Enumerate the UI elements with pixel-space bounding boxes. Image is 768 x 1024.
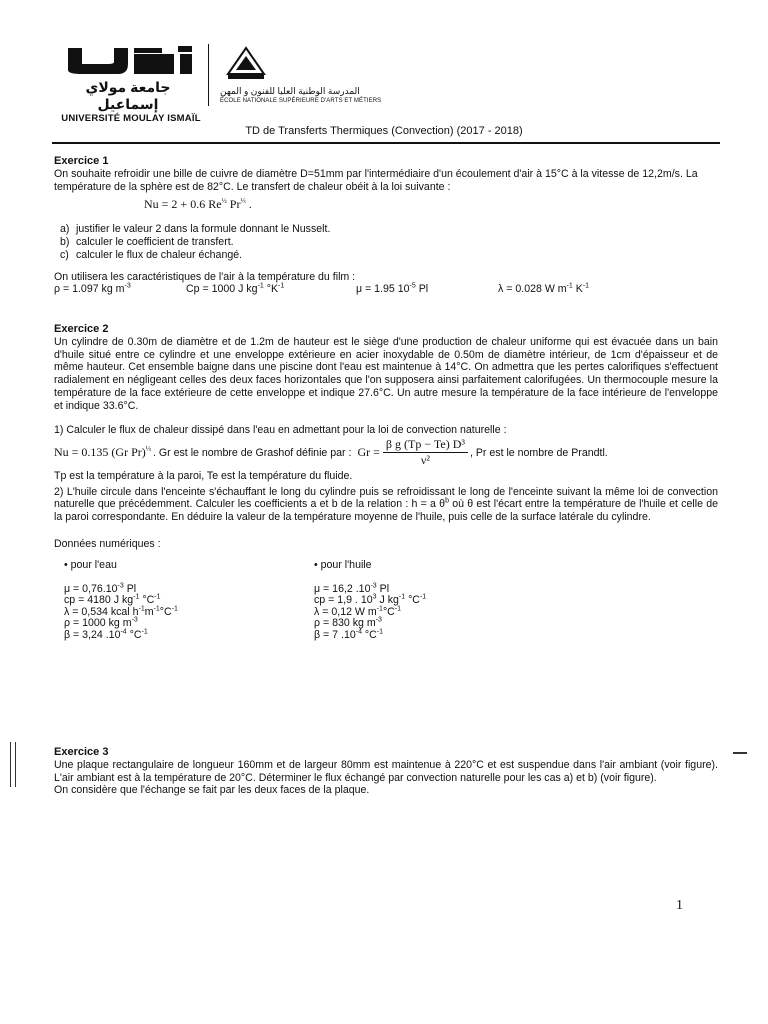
page-number: 1 xyxy=(676,898,683,913)
exercise-3-text-2: On considère que l'échange se fait par les deux faces de la plaque. xyxy=(54,784,370,797)
title-rule xyxy=(52,142,720,144)
oil-expansion: β = 7 $.10^{-4}$ $^\circ C^{-1}$ xyxy=(314,628,384,641)
air-density: ρ = 1.097 kg $m^{-3}$ xyxy=(54,282,131,296)
numerical-data xyxy=(54,560,718,660)
water-density: ρ = 1000 kg $m^{-3}$ xyxy=(64,616,138,630)
exercise-2-title: Exercice 2 xyxy=(54,323,109,335)
oil-viscosity: μ = 16,2 $.10^{-3}$ Pl xyxy=(314,582,390,595)
air-viscosity: μ = 1.95 $10^{-5}$ Pl xyxy=(356,282,429,296)
exercise-2-question-1: 1) Calculer le flux de chaleur dissipé dans l'eau en admettant pour la loi de convection naturelle : xyxy=(54,424,507,437)
umi-arabic-name: جامعة مولاي إسماعيل xyxy=(85,79,171,112)
numerical-data-title: Données numériques : xyxy=(54,537,161,550)
water-conductivity: λ = 0,534 kcal $h^{-1}m^{-1}^\circ C^{-1}$ xyxy=(64,605,178,618)
scan-mark-right xyxy=(733,752,747,754)
air-properties xyxy=(54,283,718,296)
ensam-emblem-icon xyxy=(224,46,268,80)
grashof-fraction: $\frac{\text{β g (Tp − Te) D³}}{\text{ν²}}$ xyxy=(383,437,468,468)
exercise-1-questions xyxy=(60,223,718,261)
list-item: b) calculer le coefficient de transfert. xyxy=(60,236,234,249)
exercise-2-intro: Un cylindre de 0.30m de diamètre et de 1.2m de hauteur est le siège d'une production de chaleur uniforme qui est évacuée dans un bain d'huile situé entre ce cylindre et une enveloppe extérieure en acier inoxydable de 0.50m de diamètre intérieur, de 1cm d'épaisseur et de même hauteur. Cet ensemble baigne dans une piscine dont l'eau est maintenue à 14°C. On admettra que les pertes calorifiques s'effectuent radialement en négligeant celles des deux faces horizontales que l'on supposera ainsi parfaitement calorifugées. Un thermocouple mesure la température de la face extérieure de cette enveloppe et indique 27.6°C. Un autre mesure la température de la face intérieure de l'enveloppe et indique 33.6°C. xyxy=(54,336,718,412)
umi-logo xyxy=(58,44,201,124)
water-data: • pour l'eau $\mu = 0,76.10^{-3}$ Pl cp = 4180 J $kg^{-1}$ $^\circ C^{-1}$ λ = 0,534 kcal $h^{-1}m^{-1}^\circ C^{-1}$ ρ = 1000 kg $m^{-3}$ β = 3,24 $.10^{-4}$ $^\circ C^{-1}$ xyxy=(64,559,178,641)
exercise-3 xyxy=(54,746,718,797)
page-title: TD de Transferts Thermiques (Convection) (2017 - 2018) xyxy=(245,125,523,137)
umi-latin-name: UNIVERSITÉ MOULAY ISMAÏL xyxy=(61,113,201,124)
exercise-1-intro: On souhaite refroidir une bille de cuivre de diamètre D=51mm par l'intermédiaire d'un écoulement d'air à 15°C à la vitesse de 12,2m/s. La température de la sphère est de 82°C. Le transfert de chaleur obéit à la loi suivante : xyxy=(54,168,698,193)
nusselt-formula: Nu = 2 + 0.6 $Re^{\frac{1}{2}}$ $Pr^{\frac{1}{3}}$ . xyxy=(144,197,252,212)
water-viscosity: $\mu = 0,76.10^{-3}$ Pl xyxy=(64,582,137,595)
exercise-2 xyxy=(54,323,718,660)
oil-conductivity: λ = 0,12 W $m^{-1}^\circ C^{-1}$ xyxy=(314,605,402,618)
exercise-3-text: Une plaque rectangulaire de longueur 160mm et de largeur 80mm est maintenue à 220°C et est suspendue dans l'air ambiant (voir figure). L'air ambiant est à la température de 20°C. Déterminer le flux échangé par convection naturelle pour les cas a) et b) (voir figure). xyxy=(54,759,718,784)
water-heat-capacity: cp = 4180 J $kg^{-1}$ $^\circ C^{-1}$ xyxy=(64,593,161,607)
list-item: c) calculer le flux de chaleur échangé. xyxy=(60,248,243,261)
list-item: a) justifier le valeur 2 dans la formule donnant le Nusselt. xyxy=(60,223,331,236)
umi-logo-mark xyxy=(58,44,198,74)
air-properties-intro: On utilisera les caractéristiques de l'air à la température du film : xyxy=(54,270,356,283)
scan-mark-left xyxy=(10,742,16,787)
oil-density: ρ = 830 kg $m^{-3}$ xyxy=(314,616,382,630)
exercise-2-question-2: 2) L'huile circule dans l'enceinte s'échauffant le long du cylindre puis se refroidissant le long de l'enceinte suivant la même loi de convection naturelle que précédemment. Calculer les coefficients a et b de la relation : h = a $\theta^b$ où θ est l'écart entre la température de l'huile et celle de la paroi correspondante. En déduire la valeur de la température moyenne de l'huile, puis celle de la surface latérale du cylindre. xyxy=(54,485,718,524)
water-expansion: β = 3,24 $.10^{-4}$ $^\circ C^{-1}$ xyxy=(64,628,148,641)
ensam-arabic-name: المدرسة الوطنية العليا للفنون و المهن xyxy=(220,86,360,96)
grashof-formula-line: Nu = 0.135 (Gr Pr)$^{\frac{1}{3}}$ . Gr est le nombre de Grashof définie par : Gr = $\frac{\text{β g (Tp − Te) D³}}{\text{ν²}}$ , Pr est le nombre de Prandtl. xyxy=(54,437,608,468)
ensam-logo xyxy=(220,46,400,106)
air-conductivity: λ = 0.028 W $m^{-1}$ $K^{-1}$ xyxy=(498,282,590,296)
exercise-2-temperature-note: Tp est la température à la paroi, Te est la température du fluide. xyxy=(54,469,353,482)
exercise-1 xyxy=(54,155,718,296)
header-divider xyxy=(208,44,209,106)
oil-heat-capacity: cp = 1,9 . $10^3$ J $kg^{-1}$ $^\circ C^{-1}$ xyxy=(314,593,427,607)
air-heat-capacity: Cp = 1000 J $kg^{-1}$ $^\circ K^{-1}$ xyxy=(186,282,285,296)
oil-data: • pour l'huile μ = 16,2 $.10^{-3}$ Pl cp = 1,9 . $10^3$ J $kg^{-1}$ $^\circ C^{-1}$ λ = 0,12 W $m^{-1}^\circ C^{-1}$ ρ = 830 kg $m^{-3}$ β = 7 $.10^{-4}$ $^\circ C^{-1}$ xyxy=(314,559,427,641)
exercise-3-title: Exercice 3 xyxy=(54,746,109,758)
exercise-1-title: Exercice 1 xyxy=(54,155,109,167)
ensam-latin-name: ÉCOLE NATIONALE SUPÉRIEURE D'ARTS ET MÉTIERS xyxy=(220,98,382,104)
